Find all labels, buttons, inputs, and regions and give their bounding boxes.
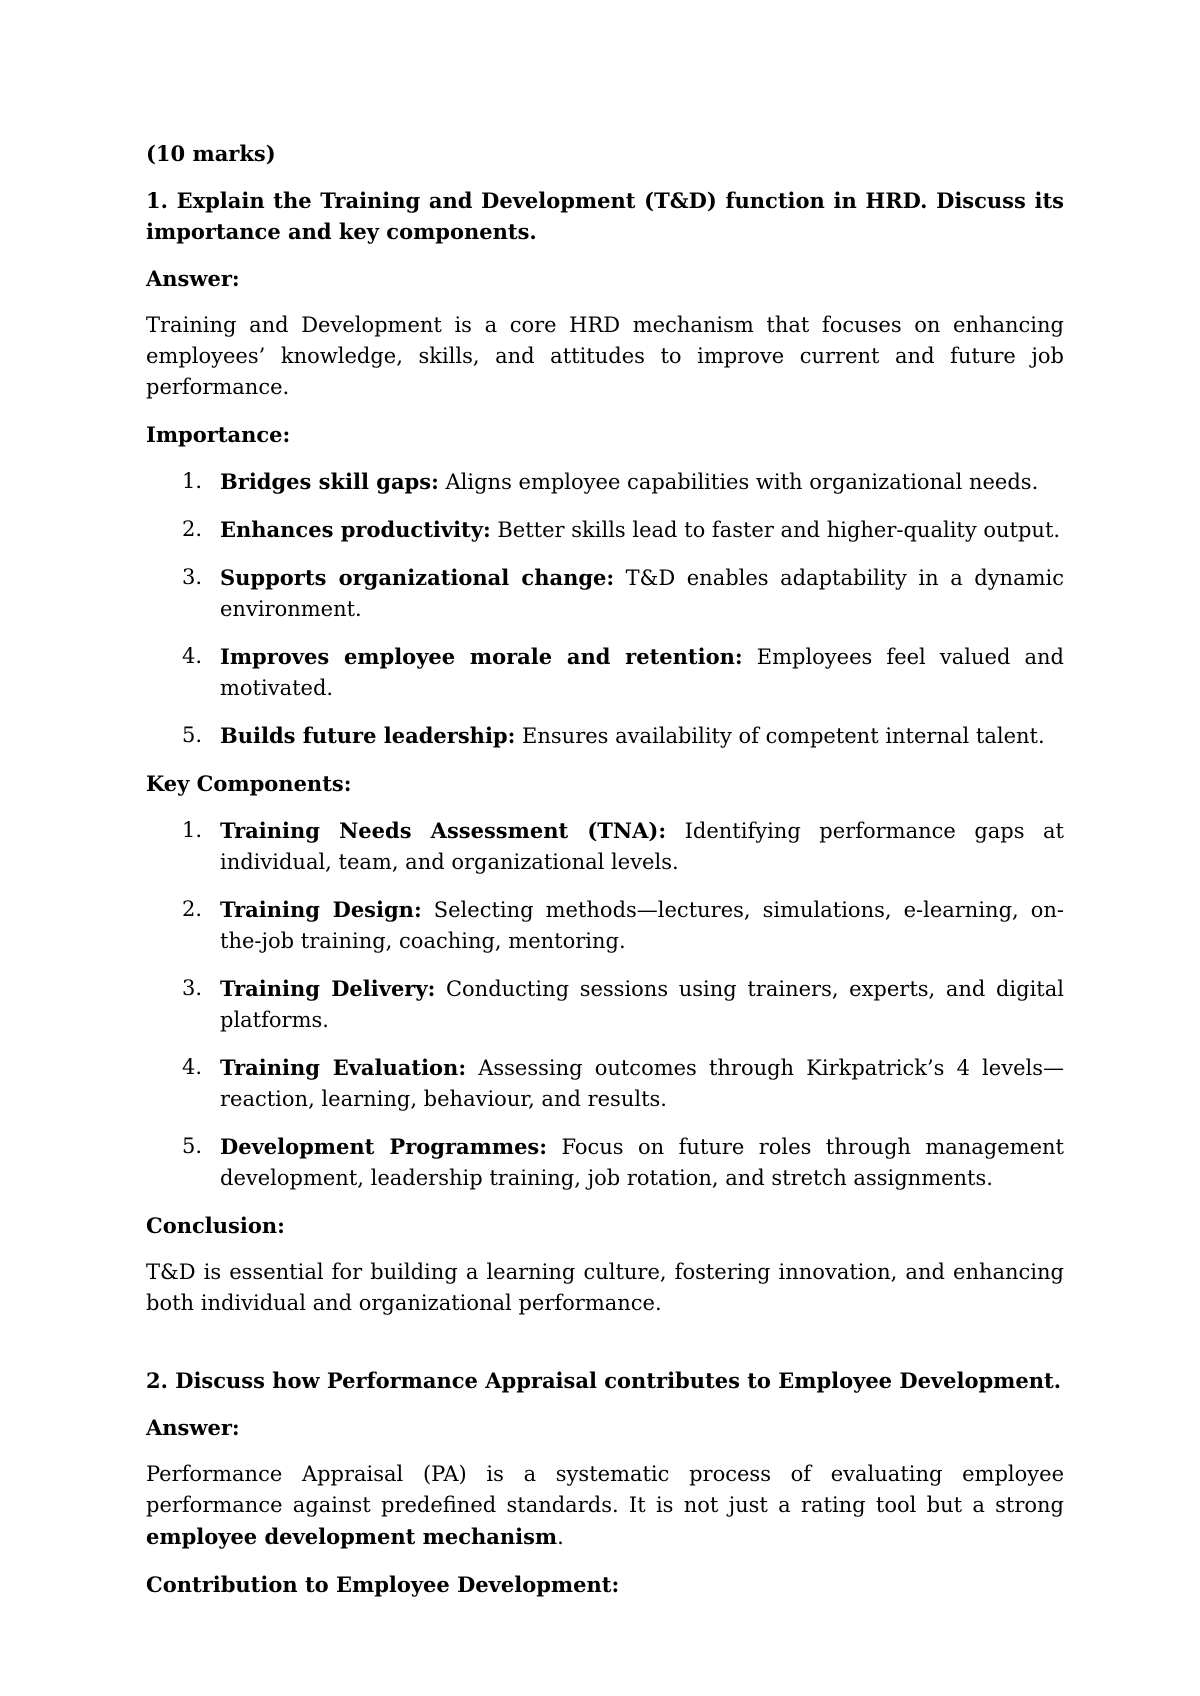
list-term: Training Needs Assessment (TNA): [220, 818, 667, 843]
document-page [146, 138, 1064, 1616]
list-number: 1. [182, 818, 203, 842]
list-item [146, 562, 1064, 625]
list-number: 2. [182, 897, 203, 921]
marks-label: (10 marks) [146, 141, 276, 166]
question-1: 1. Explain the Training and Development (T&D) function in HRD. Discuss its importance and key components. [146, 188, 1064, 244]
list-term: Improves employee morale and retention: [220, 644, 743, 669]
list-text: T&D enables adaptability in a dynamic environment. [220, 566, 1064, 621]
q2-intro-text: Performance Appraisal (PA) is a systematic process of evaluating employee performance against predefined standards. It is not just a rating tool but a strong [146, 1462, 1064, 1517]
list-text: Focus on future roles through management development, leadership training, job rotation, and stretch assignments. [220, 1135, 1064, 1190]
list-item [146, 1131, 1064, 1194]
list-number: 3. [182, 565, 203, 589]
contribution-heading: Contribution to Employee Development: [146, 1572, 620, 1597]
list-number: 5. [182, 1134, 203, 1158]
key-components-heading: Key Components: [146, 771, 352, 796]
list-number: 4. [182, 644, 203, 668]
list-text: Employees feel valued and motivated. [220, 645, 1064, 700]
key-components-list [146, 815, 1064, 1194]
list-item [146, 514, 1064, 546]
q2-intro-emphasis: employee development mechanism [146, 1524, 558, 1549]
conclusion-paragraph: T&D is essential for building a learning culture, fostering innovation, and enhancing both individual and organizational performance. [146, 1260, 1064, 1315]
importance-list [146, 466, 1064, 752]
list-term: Enhances productivity: [220, 517, 491, 542]
list-text: Aligns employee capabilities with organizational needs. [438, 470, 1039, 494]
q2-intro-paragraph [146, 1459, 1064, 1553]
list-text: Conducting sessions using trainers, experts, and digital platforms. [220, 977, 1064, 1032]
list-term: Training Delivery: [220, 976, 436, 1001]
list-term: Builds future leadership: [220, 723, 516, 748]
list-item [146, 641, 1064, 704]
list-item [146, 720, 1064, 752]
list-item [146, 894, 1064, 957]
q1-answer-label: Answer: [146, 266, 240, 291]
question-2: 2. Discuss how Performance Appraisal contributes to Employee Development. [146, 1368, 1062, 1393]
importance-heading: Importance: [146, 422, 291, 447]
list-text: Assessing outcomes through Kirkpatrick’s 4 levels—reaction, learning, behaviour, and results. [220, 1056, 1064, 1111]
list-term: Supports organizational change: [220, 565, 615, 590]
list-item [146, 466, 1064, 498]
list-number: 3. [182, 976, 203, 1000]
list-number: 5. [182, 723, 203, 747]
list-term: Bridges skill gaps: [220, 469, 439, 494]
section-spacer [146, 1335, 1064, 1365]
list-text: Ensures availability of competent internal talent. [515, 724, 1045, 748]
q2-intro-end: . [557, 1525, 564, 1549]
list-number: 2. [182, 517, 203, 541]
list-item [146, 973, 1064, 1036]
list-term: Training Design: [220, 897, 422, 922]
list-number: 4. [182, 1055, 203, 1079]
q2-answer-label: Answer: [146, 1415, 240, 1440]
conclusion-heading: Conclusion: [146, 1213, 285, 1238]
list-item [146, 1052, 1064, 1115]
list-text: Identifying performance gaps at individual, team, and organizational levels. [220, 819, 1064, 874]
q1-intro-paragraph: Training and Development is a core HRD mechanism that focuses on enhancing employees’ knowledge, skills, and attitudes to improve current and future job performance. [146, 313, 1064, 399]
list-number: 1. [182, 469, 203, 493]
list-term: Development Programmes: [220, 1134, 548, 1159]
list-item [146, 815, 1064, 878]
list-text: Selecting methods—lectures, simulations, e-learning, on-the-job training, coaching, mentoring. [220, 898, 1064, 953]
list-text: Better skills lead to faster and higher-quality output. [490, 518, 1061, 542]
list-term: Training Evaluation: [220, 1055, 467, 1080]
